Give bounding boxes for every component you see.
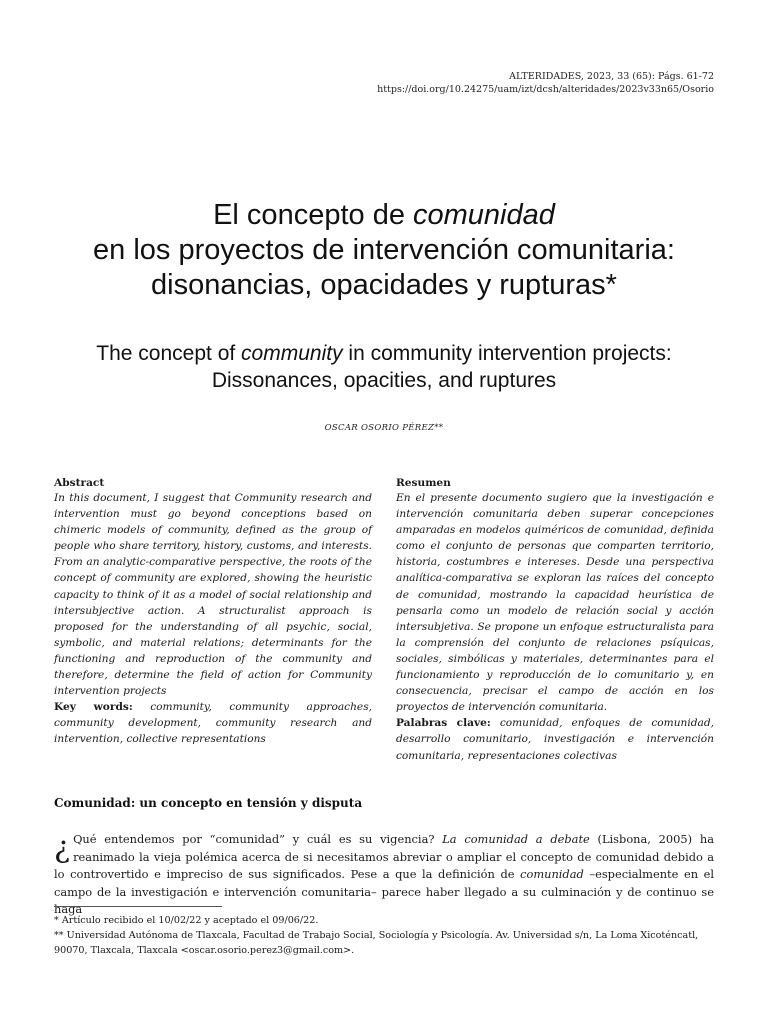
title-italic-word: comunidad (413, 199, 555, 231)
keywords-paragraph (54, 699, 372, 747)
subtitle-italic-word: community (241, 342, 343, 365)
resumen-heading: Resumen (396, 477, 451, 489)
subtitle-line-1 (40, 340, 728, 367)
body-italic-1: La comunidad a debate (442, 832, 590, 846)
journal-citation: ALTERIDADES, 2023, 33 (65): Págs. 61-72 (509, 71, 714, 82)
footnote-2: ** Universidad Autónoma de Tlaxcala, Facultad de Trabajo Social, Sociología y Psicología. Av. Universidad s/n, La Loma Xicoténcatl, 90070, Tlaxcala, Tlaxcala <oscar.osorio.perez3@gmail.com>. (54, 930, 699, 956)
abstract-column (54, 476, 372, 748)
section-heading: Comunidad: un concepto en tensión y disputa (54, 796, 363, 810)
footnote-1: * Artículo recibido el 10/02/22 y aceptado el 09/06/22. (54, 915, 319, 926)
subtitle-prefix: The concept of (96, 342, 242, 365)
abstract-heading: Abstract (54, 477, 105, 489)
running-header (377, 70, 714, 96)
subtitle-line-2: Dissonances, opacities, and ruptures (211, 369, 557, 392)
title-line-3: disonancias, opacidades y rupturas* (151, 269, 617, 301)
author-name: OSCAR OSORIO PÉREZ** (324, 423, 444, 433)
keywords-text: community, community approaches, community development, community research and intervention, collective representations (54, 701, 372, 746)
abstract-text: In this document, I suggest that Community research and intervention must go beyond conceptions based on chimeric models of community, defined as the group of people who share territory, history, customs, and interests. From an analytic-comparative perspective, the roots of the concept of community are explored, showing the heuristic capacity to think of it as a model of social relationship and intersubjective action. A structuralist approach is proposed for the understanding of all psychic, social, symbolic, and material relations; determinants for the functioning and reproduction of the community and therefore, determine the field of action for Community intervention projects (54, 492, 372, 698)
footnote-divider (54, 906, 222, 907)
resumen-text: En el presente documento sugiero que la investigación e intervención comunitaria deben superar concepciones amparadas en modelos quiméricos de comunidad, definida como el conjunto de personas que comparten territorio, historia, costumbres e intereses. Desde una perspectiva analítica-comparativa se exploran las raíces del concepto de comunidad, mostrando la capacidad heurística de pensarla como un modelo de relación social y acción intersubjetiva. Se propone un enfoque estructuralista para la comprensión del conjunto de relaciones psíquicas, sociales, simbólicas y materiales, determinantes para el funcionamiento y reproducción de lo comunitario y, en consecuencia, precisar el campo de acción en los proyectos de intervención comunitaria. (396, 492, 714, 714)
english-title (40, 340, 728, 394)
palabras-clave-text: comunidad, enfoques de comunidad, desarrollo comunitario, investigación e intervención comunitaria, representaciones colectivas (396, 717, 715, 762)
article-title (40, 198, 728, 303)
resumen-column (396, 476, 714, 764)
body-italic-2: comunidad (520, 867, 584, 882)
palabras-clave-label: Palabras clave: (396, 717, 491, 730)
subtitle-suffix: in community intervention projects: (342, 342, 672, 365)
body-text-2: (Lisbona, 2005) ha reanimado la vieja polémica acerca de si necesitamos abreviar o ampliar el concepto de comunidad debido a lo controvertido e impreciso de sus significados. Pese a que la definición de (54, 832, 714, 882)
doi-link[interactable]: https://doi.org/10.24275/uam/izt/dcsh/alteridades/2023v33n65/Osorio (377, 84, 714, 95)
keywords-label: Key words: (54, 701, 133, 714)
body-text-1: Qué entendemos por “comunidad” y cuál es su vigencia? (73, 832, 443, 846)
palabras-clave-paragraph (396, 715, 714, 763)
title-line-2: en los proyectos de intervención comunitaria: (93, 234, 675, 266)
drop-cap: ¿ (54, 830, 71, 865)
title-line-1 (40, 198, 728, 233)
title-line-1-text: El concepto de (213, 199, 414, 231)
body-text-3: –especialmente en el campo de la investigación e intervención comunitaria– parece haber llegado a su culminación y de continuo se haga (54, 867, 714, 917)
footnotes (54, 913, 714, 958)
